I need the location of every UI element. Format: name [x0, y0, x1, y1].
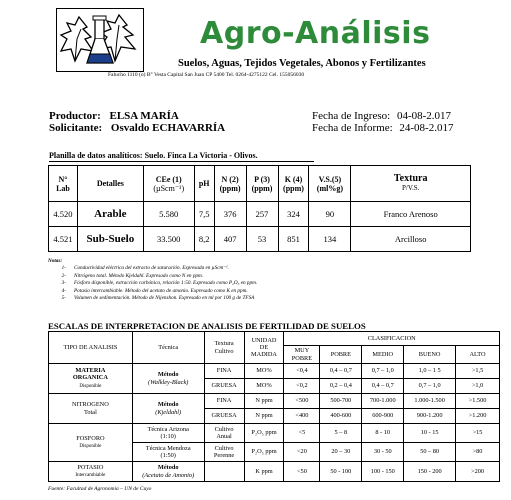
planilla-underline [49, 161, 314, 162]
cell-bueno: 0,7 – 1,0 [404, 379, 456, 394]
cell-tecnica-p: Técnica Mendoza (1:50) [132, 443, 204, 462]
note-item: 2- Nitrógeno total. Método Kjeldahl. Expresado como N en ppm. [61, 272, 204, 279]
solicitante-line [49, 122, 225, 134]
scales-table [48, 331, 500, 482]
header-textura-cultivo: Textura Cultivo [204, 332, 244, 364]
note-item: 1- Conductividad eléctrica del extracto de saturación. Expresada en µScm⁻¹. [61, 265, 229, 272]
cell-ph: 7,5 [194, 202, 214, 227]
cell-unidad: P₂O₅ ppm [244, 443, 284, 462]
source-footnote: Fuente: Facultad de Agronomía – UN de Cuyo [48, 486, 152, 492]
cell-textura: GRUESA [204, 379, 244, 394]
cell-pobre: 0,4 – 0,7 [320, 364, 362, 379]
leaf-flask-logo-icon [57, 9, 143, 71]
cell-textura: Franco Arenoso [351, 202, 471, 227]
results-table [48, 165, 471, 252]
cell-alto: >1.200 [456, 409, 500, 424]
table-row [49, 462, 500, 482]
cell-alto: >15 [456, 424, 500, 443]
cell-muy-pobre: <400 [284, 409, 320, 424]
cell-vs: 90 [309, 202, 351, 227]
cell-textura: Cultivo Perenne [204, 443, 244, 462]
fecha-informe-label: Fecha de Informe: [312, 122, 393, 134]
header-vs: V.S.(5) (ml%g) [309, 166, 351, 202]
notes-title: Notas: [48, 258, 63, 264]
productor-label: Productor: [49, 110, 101, 122]
cell-medio: 0,4 – 0,7 [362, 379, 404, 394]
cell-unidad: MO% [244, 379, 284, 394]
header-cee: CEe (1) (µScm⁻¹) [143, 166, 194, 202]
header-muy-pobre: MUY POBRE [284, 346, 320, 364]
cell-detalle: Arable [77, 202, 143, 227]
solicitante-value: Osvaldo ECHAVARRÍA [110, 122, 226, 134]
cell-medio: 0,7 – 1,0 [362, 364, 404, 379]
header-detalles: Detalles [77, 166, 143, 202]
header-pobre: POBRE [320, 346, 362, 364]
cell-medio: 30 - 50 [362, 443, 404, 462]
cell-tipo-mo: MATERIA ORGANICA Disponible [49, 364, 133, 394]
cell-tecnica-mo: Método (Walkley-Black) [132, 364, 204, 394]
header-tipo: TIPO DE ANALISIS [49, 332, 133, 364]
cell-k: 324 [278, 202, 309, 227]
scales-header-row [49, 332, 500, 346]
cell-lab: 4.521 [49, 227, 78, 252]
cell-tecnica-p: Técnica Arizona (1:10) [132, 424, 204, 443]
cell-textura [204, 462, 244, 482]
cell-medio: 100 - 150 [362, 462, 404, 482]
cell-bueno: 1.000-1.500 [404, 394, 456, 409]
header-ph: pH [194, 166, 214, 202]
cell-lab: 4.520 [49, 202, 78, 227]
cell-unidad: K ppm [244, 462, 284, 482]
cell-n: 376 [214, 202, 246, 227]
notes-block [48, 258, 257, 302]
cell-n: 407 [214, 227, 246, 252]
table-row [49, 364, 500, 379]
cell-bueno: 150 - 200 [404, 462, 456, 482]
cell-muy-pobre: <50 [284, 462, 320, 482]
fecha-ingreso-line [312, 110, 451, 122]
header-medio: MEDIO [362, 346, 404, 364]
cell-bueno: 900-1.200 [404, 409, 456, 424]
header-k: K (4) (ppm) [278, 166, 309, 202]
cell-tipo-k: POTASIO Intercambiable [49, 462, 133, 482]
cell-textura: FINA [204, 394, 244, 409]
fecha-informe-line [312, 122, 453, 134]
productor-value: ELSA MARÍA [109, 110, 179, 122]
cell-muy-pobre: <20 [284, 443, 320, 462]
cell-cee: 33.500 [143, 227, 194, 252]
cell-vs: 134 [309, 227, 351, 252]
productor-line [49, 110, 179, 122]
cell-medio: 600-900 [362, 409, 404, 424]
cell-pobre: 50 - 100 [320, 462, 362, 482]
cell-pobre: 20 – 30 [320, 443, 362, 462]
cell-alto: >1.500 [456, 394, 500, 409]
cell-unidad: N ppm [244, 394, 284, 409]
cell-pobre: 5 – 8 [320, 424, 362, 443]
cell-muy-pobre: <0,4 [284, 364, 320, 379]
header-bueno: BUENO [404, 346, 456, 364]
cell-textura: GRUESA [204, 409, 244, 424]
escalas-title: ESCALAS DE INTERPRETACION DE ANALISIS DE FERTILIDAD DE SUELOS [48, 321, 366, 331]
cell-alto: >1,5 [456, 364, 500, 379]
cell-tipo-n: NITROGENO Total [49, 394, 133, 424]
note-item: 3- Fósforo disponible, extracción carbónica, relación 1:50. Expresado como P₂O₅ en ppm. [61, 280, 258, 287]
header-textura: Textura P/V.S. [351, 166, 471, 202]
cell-medio: 8 - 10 [362, 424, 404, 443]
cell-unidad: N ppm [244, 409, 284, 424]
fecha-ingreso-value: 04-08-2.017 [396, 110, 452, 122]
company-address: Falucho 1110 (o) B° Vesta Capital San Juan CP 5400 Tel. 0264-4275122 Cel. 155056030 [108, 72, 305, 78]
solicitante-label: Solicitante: [49, 122, 103, 134]
company-logo [56, 8, 144, 72]
results-header-row [49, 166, 471, 202]
header-lab: N° Lab [49, 166, 78, 202]
cell-cee: 5.580 [143, 202, 194, 227]
cell-tipo-p: FOSFORO Disponible [49, 424, 133, 462]
cell-pobre: 0,2 – 0,4 [320, 379, 362, 394]
table-row [49, 424, 500, 443]
cell-unidad: P₂O₅ ppm [244, 424, 284, 443]
cell-muy-pobre: <500 [284, 394, 320, 409]
table-row [49, 227, 471, 252]
cell-detalle: Sub-Suelo [77, 227, 143, 252]
brand-subtitle: Suelos, Aguas, Tejidos Vegetales, Abonos y Fertilizantes [178, 58, 426, 69]
cell-pobre: 500-700 [320, 394, 362, 409]
header-tecnica: Técnica [132, 332, 204, 364]
cell-muy-pobre: <0,2 [284, 379, 320, 394]
cell-textura: FINA [204, 364, 244, 379]
header-n: N (2) (ppm) [214, 166, 246, 202]
note-item: 5- Volumen de sedimentación. Método de Nijenshon. Expresado en ml por 100 g de TFSA [61, 295, 255, 302]
cell-p: 257 [246, 202, 278, 227]
cell-bueno: 10 - 15 [404, 424, 456, 443]
header-p: P (3) (ppm) [246, 166, 278, 202]
cell-alto: >80 [456, 443, 500, 462]
cell-p: 53 [246, 227, 278, 252]
header-clasificacion: CLASIFICACION [284, 332, 500, 346]
table-row [49, 394, 500, 409]
cell-k: 851 [278, 227, 309, 252]
cell-tecnica-n: Método (Kjeldahl) [132, 394, 204, 424]
brand-name: Agro-Análisis [200, 16, 431, 51]
cell-alto: >200 [456, 462, 500, 482]
cell-medio: 700-1.000 [362, 394, 404, 409]
cell-bueno: 1,0 – 1 5 [404, 364, 456, 379]
cell-alto: >1,0 [456, 379, 500, 394]
header-unidad: UNIDAD DE MADIDA [244, 332, 284, 364]
fecha-ingreso-label: Fecha de Ingreso: [312, 110, 391, 122]
cell-ph: 8,2 [194, 227, 214, 252]
table-row [49, 202, 471, 227]
planilla-title: Planilla de datos analíticos: Suelo. Finca La Victoria - Olivos. [49, 151, 258, 160]
cell-tecnica-k: Método (Acetato de Amonio) [132, 462, 204, 482]
cell-textura: Arcilloso [351, 227, 471, 252]
cell-textura: Cultivo Anual [204, 424, 244, 443]
fecha-informe-value: 24-08-2.017 [399, 122, 454, 134]
header-alto: ALTO [456, 346, 500, 364]
cell-bueno: 50 – 80 [404, 443, 456, 462]
cell-muy-pobre: <5 [284, 424, 320, 443]
cell-pobre: 400-600 [320, 409, 362, 424]
cell-unidad: MO% [244, 364, 284, 379]
note-item: 4- Potasio intercambiable. Método del acetato de amonio. Expresado como K en ppm. [61, 287, 248, 294]
